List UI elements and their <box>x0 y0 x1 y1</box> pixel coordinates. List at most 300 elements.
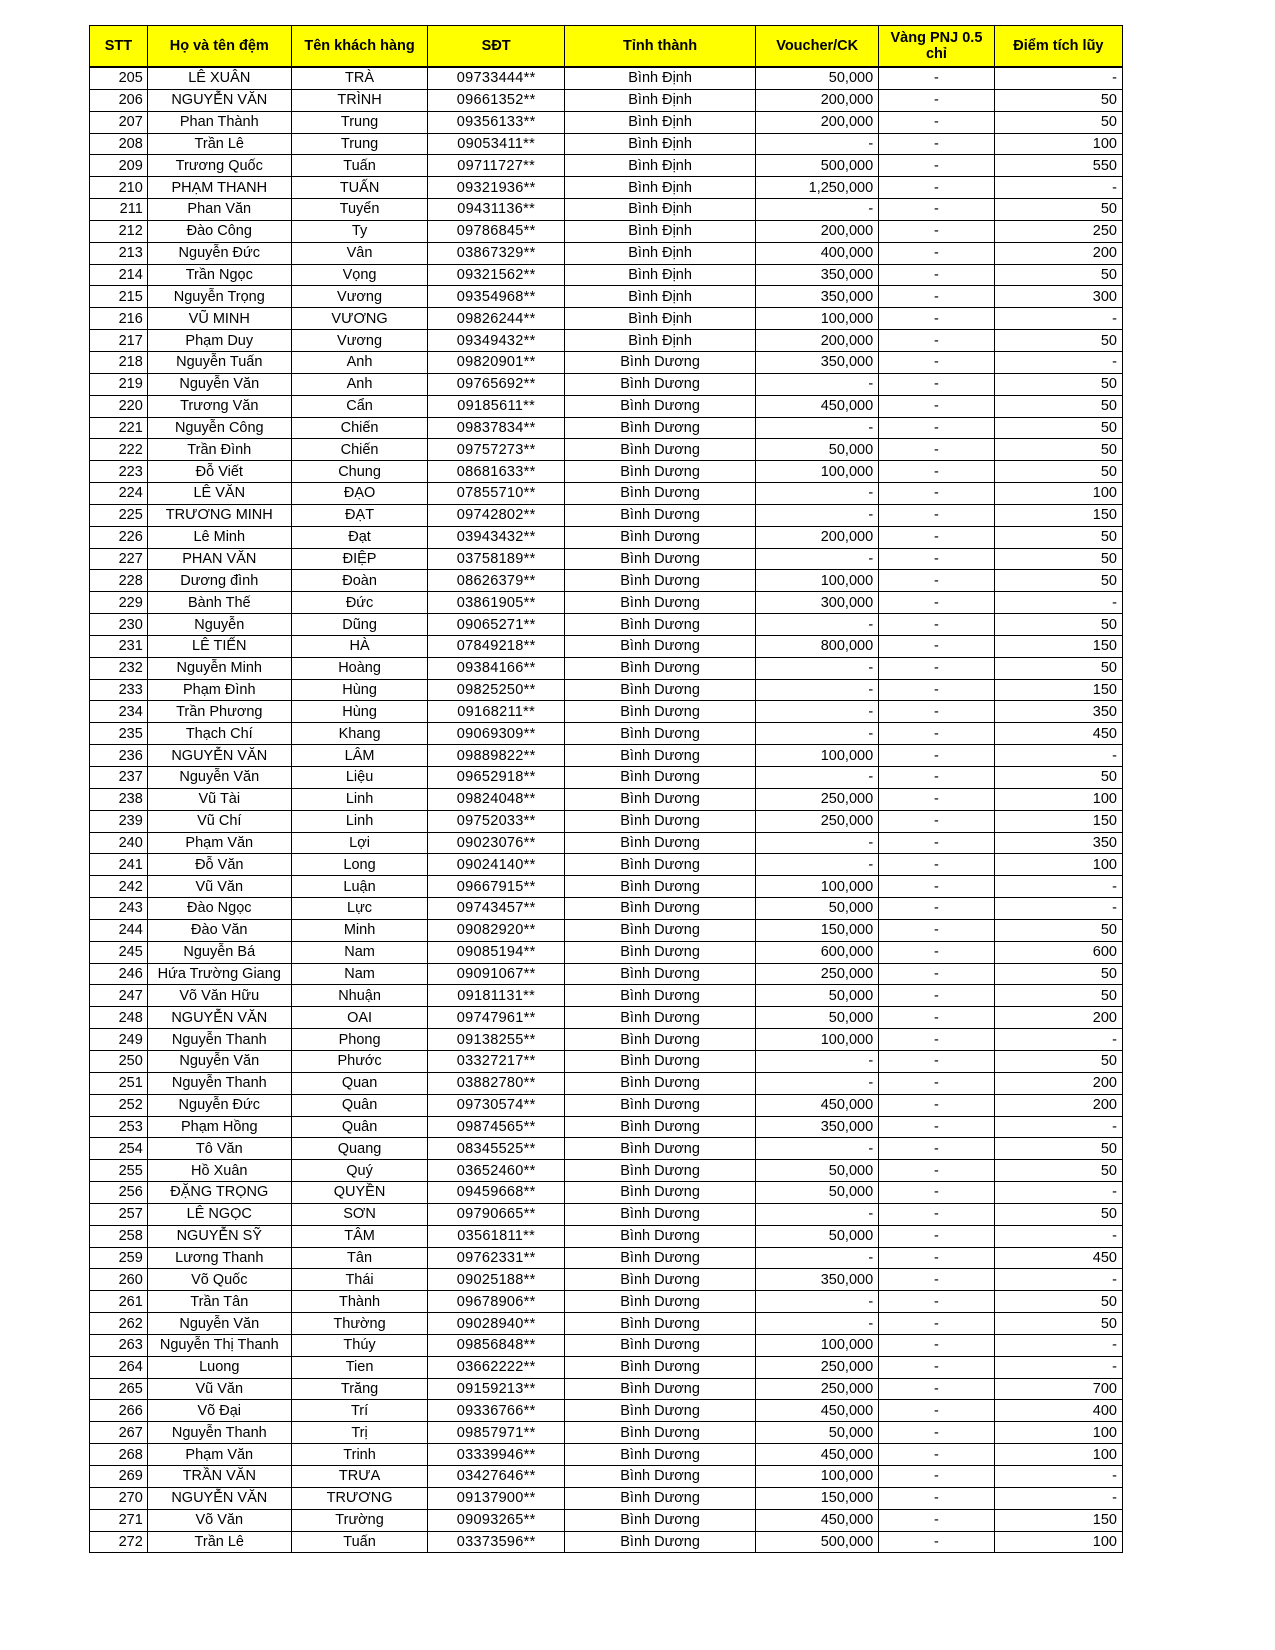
cell-points: 350 <box>994 832 1122 854</box>
cell-gold: - <box>879 111 995 133</box>
cell-middle-name: Nguyễn Thanh <box>147 1029 291 1051</box>
cell-voucher: 450,000 <box>756 1509 879 1531</box>
cell-customer-name: OAI <box>291 1007 428 1029</box>
cell-voucher: 100,000 <box>756 1029 879 1051</box>
cell-province: Bình Dương <box>564 570 755 592</box>
table-row <box>90 417 1123 439</box>
cell-stt: 233 <box>90 679 148 701</box>
cell-stt: 238 <box>90 788 148 810</box>
cell-customer-name: Tuấn <box>291 155 428 177</box>
cell-phone: 09091067** <box>428 963 565 985</box>
cell-gold: - <box>879 177 995 199</box>
cell-voucher: - <box>756 1050 879 1072</box>
cell-gold: - <box>879 133 995 155</box>
cell-gold: - <box>879 548 995 570</box>
cell-points: 700 <box>994 1378 1122 1400</box>
cell-gold: - <box>879 1400 995 1422</box>
cell-province: Bình Dương <box>564 679 755 701</box>
table-row <box>90 1160 1123 1182</box>
cell-stt: 250 <box>90 1050 148 1072</box>
cell-points: 50 <box>994 1291 1122 1313</box>
cell-voucher: - <box>756 199 879 221</box>
cell-customer-name: HÀ <box>291 635 428 657</box>
table-row <box>90 1313 1123 1335</box>
table-row <box>90 679 1123 701</box>
cell-voucher: 50,000 <box>756 1182 879 1204</box>
cell-phone: 09747961** <box>428 1007 565 1029</box>
cell-middle-name: Phan Thành <box>147 111 291 133</box>
table-row <box>90 1531 1123 1553</box>
cell-middle-name: Hứa Trường Giang <box>147 963 291 985</box>
cell-voucher: - <box>756 548 879 570</box>
cell-phone: 07849218** <box>428 635 565 657</box>
cell-phone: 09711727** <box>428 155 565 177</box>
cell-phone: 03373596** <box>428 1531 565 1553</box>
cell-province: Bình Dương <box>564 1029 755 1051</box>
cell-province: Bình Dương <box>564 483 755 505</box>
cell-points: 50 <box>994 548 1122 570</box>
cell-stt: 237 <box>90 767 148 789</box>
cell-points: 50 <box>994 439 1122 461</box>
header-points: Điểm tích lũy <box>994 26 1122 68</box>
cell-customer-name: Đoàn <box>291 570 428 592</box>
cell-points: 100 <box>994 1531 1122 1553</box>
cell-points: 250 <box>994 220 1122 242</box>
cell-stt: 227 <box>90 548 148 570</box>
cell-middle-name: Nguyễn Văn <box>147 1050 291 1072</box>
cell-phone: 03427646** <box>428 1466 565 1488</box>
cell-points: - <box>994 1029 1122 1051</box>
cell-customer-name: ĐẠO <box>291 483 428 505</box>
cell-gold: - <box>879 417 995 439</box>
cell-customer-name: Thành <box>291 1291 428 1313</box>
cell-province: Bình Định <box>564 155 755 177</box>
cell-phone: 09185611** <box>428 395 565 417</box>
cell-province: Bình Dương <box>564 1487 755 1509</box>
cell-phone: 09321562** <box>428 264 565 286</box>
cell-voucher: - <box>756 1313 879 1335</box>
cell-province: Bình Dương <box>564 1313 755 1335</box>
cell-voucher: - <box>756 1138 879 1160</box>
cell-customer-name: Chiến <box>291 417 428 439</box>
cell-customer-name: Anh <box>291 351 428 373</box>
table-row <box>90 1509 1123 1531</box>
cell-points: 450 <box>994 1247 1122 1269</box>
cell-middle-name: ĐẶNG TRỌNG <box>147 1182 291 1204</box>
cell-middle-name: Nguyễn Trọng <box>147 286 291 308</box>
cell-phone: 03652460** <box>428 1160 565 1182</box>
cell-phone: 09168211** <box>428 701 565 723</box>
cell-middle-name: Nguyễn Văn <box>147 1313 291 1335</box>
cell-voucher: 150,000 <box>756 919 879 941</box>
cell-voucher: 500,000 <box>756 1531 879 1553</box>
cell-customer-name: Thường <box>291 1313 428 1335</box>
cell-voucher: - <box>756 133 879 155</box>
table-row <box>90 701 1123 723</box>
cell-gold: - <box>879 614 995 636</box>
cell-customer-name: Trị <box>291 1422 428 1444</box>
cell-points: 450 <box>994 723 1122 745</box>
cell-points: - <box>994 898 1122 920</box>
table-row <box>90 788 1123 810</box>
cell-points: - <box>994 308 1122 330</box>
cell-stt: 212 <box>90 220 148 242</box>
cell-points: - <box>994 1466 1122 1488</box>
cell-middle-name: Bành Thế <box>147 592 291 614</box>
cell-middle-name: LÊ VĂN <box>147 483 291 505</box>
cell-province: Bình Dương <box>564 701 755 723</box>
cell-phone: 09857971** <box>428 1422 565 1444</box>
cell-stt: 254 <box>90 1138 148 1160</box>
cell-gold: - <box>879 1138 995 1160</box>
cell-phone: 09825250** <box>428 679 565 701</box>
cell-customer-name: Linh <box>291 810 428 832</box>
cell-points: - <box>994 67 1122 89</box>
cell-stt: 264 <box>90 1356 148 1378</box>
cell-province: Bình Dương <box>564 1116 755 1138</box>
cell-points: 50 <box>994 330 1122 352</box>
cell-customer-name: SƠN <box>291 1203 428 1225</box>
cell-phone: 09053411** <box>428 133 565 155</box>
cell-gold: - <box>879 1203 995 1225</box>
cell-voucher: 350,000 <box>756 286 879 308</box>
cell-phone: 08626379** <box>428 570 565 592</box>
table-row <box>90 1050 1123 1072</box>
cell-province: Bình Dương <box>564 1400 755 1422</box>
table-row <box>90 1116 1123 1138</box>
cell-province: Bình Định <box>564 199 755 221</box>
cell-province: Bình Dương <box>564 1269 755 1291</box>
cell-gold: - <box>879 723 995 745</box>
cell-phone: 09024140** <box>428 854 565 876</box>
cell-voucher: 100,000 <box>756 461 879 483</box>
cell-gold: - <box>879 1313 995 1335</box>
cell-province: Bình Dương <box>564 1050 755 1072</box>
cell-province: Bình Định <box>564 330 755 352</box>
cell-gold: - <box>879 919 995 941</box>
cell-middle-name: Dương đình <box>147 570 291 592</box>
cell-gold: - <box>879 1160 995 1182</box>
cell-stt: 216 <box>90 308 148 330</box>
table-row <box>90 351 1123 373</box>
cell-province: Bình Dương <box>564 1094 755 1116</box>
cell-middle-name: Luong <box>147 1356 291 1378</box>
cell-province: Bình Dương <box>564 985 755 1007</box>
cell-customer-name: Quân <box>291 1094 428 1116</box>
cell-province: Bình Dương <box>564 1444 755 1466</box>
cell-gold: - <box>879 67 995 89</box>
cell-province: Bình Dương <box>564 854 755 876</box>
cell-middle-name: Nguyễn Thị Thanh <box>147 1334 291 1356</box>
table-row <box>90 832 1123 854</box>
cell-stt: 207 <box>90 111 148 133</box>
table-row <box>90 1072 1123 1094</box>
cell-middle-name: Nguyễn Thanh <box>147 1422 291 1444</box>
cell-middle-name: Trương Văn <box>147 395 291 417</box>
cell-stt: 214 <box>90 264 148 286</box>
cell-points: 50 <box>994 570 1122 592</box>
cell-stt: 239 <box>90 810 148 832</box>
cell-customer-name: Chung <box>291 461 428 483</box>
table-row <box>90 504 1123 526</box>
cell-stt: 222 <box>90 439 148 461</box>
cell-province: Bình Định <box>564 242 755 264</box>
customer-table <box>89 25 1123 1553</box>
cell-points: 150 <box>994 635 1122 657</box>
cell-points: 100 <box>994 854 1122 876</box>
cell-middle-name: Trần Lê <box>147 1531 291 1553</box>
cell-stt: 261 <box>90 1291 148 1313</box>
cell-phone: 09138255** <box>428 1029 565 1051</box>
cell-province: Bình Dương <box>564 1072 755 1094</box>
cell-customer-name: Anh <box>291 373 428 395</box>
cell-phone: 03882780** <box>428 1072 565 1094</box>
cell-phone: 03758189** <box>428 548 565 570</box>
cell-gold: - <box>879 242 995 264</box>
cell-middle-name: Đỗ Viết <box>147 461 291 483</box>
cell-voucher: 250,000 <box>756 788 879 810</box>
cell-gold: - <box>879 351 995 373</box>
cell-middle-name: Trần Phương <box>147 701 291 723</box>
cell-points: 350 <box>994 701 1122 723</box>
cell-middle-name: Đào Công <box>147 220 291 242</box>
cell-middle-name: Vũ Văn <box>147 1378 291 1400</box>
table-row <box>90 133 1123 155</box>
cell-phone: 09765692** <box>428 373 565 395</box>
cell-phone: 09678906** <box>428 1291 565 1313</box>
cell-gold: - <box>879 155 995 177</box>
cell-points: 50 <box>994 1313 1122 1335</box>
cell-phone: 09874565** <box>428 1116 565 1138</box>
cell-gold: - <box>879 876 995 898</box>
cell-gold: - <box>879 657 995 679</box>
cell-province: Bình Dương <box>564 1466 755 1488</box>
cell-voucher: - <box>756 614 879 636</box>
cell-stt: 272 <box>90 1531 148 1553</box>
cell-gold: - <box>879 1334 995 1356</box>
cell-phone: 09889822** <box>428 745 565 767</box>
cell-customer-name: Dũng <box>291 614 428 636</box>
cell-province: Bình Dương <box>564 788 755 810</box>
table-row <box>90 89 1123 111</box>
cell-customer-name: Trung <box>291 133 428 155</box>
cell-voucher: 600,000 <box>756 941 879 963</box>
cell-voucher: 300,000 <box>756 592 879 614</box>
cell-customer-name: Trăng <box>291 1378 428 1400</box>
cell-middle-name: LÊ NGỌC <box>147 1203 291 1225</box>
cell-gold: - <box>879 1466 995 1488</box>
cell-points: - <box>994 876 1122 898</box>
cell-phone: 09762331** <box>428 1247 565 1269</box>
cell-points: 200 <box>994 1007 1122 1029</box>
cell-stt: 210 <box>90 177 148 199</box>
cell-points: 200 <box>994 1094 1122 1116</box>
cell-middle-name: LÊ XUÂN <box>147 67 291 89</box>
table-row <box>90 155 1123 177</box>
cell-province: Bình Dương <box>564 723 755 745</box>
cell-stt: 205 <box>90 67 148 89</box>
cell-customer-name: Nhuận <box>291 985 428 1007</box>
cell-customer-name: LÂM <box>291 745 428 767</box>
cell-stt: 230 <box>90 614 148 636</box>
cell-voucher: 100,000 <box>756 745 879 767</box>
cell-voucher: 500,000 <box>756 155 879 177</box>
cell-province: Bình Dương <box>564 1356 755 1378</box>
cell-phone: 09667915** <box>428 876 565 898</box>
cell-customer-name: TUẤN <box>291 177 428 199</box>
cell-voucher: 100,000 <box>756 1334 879 1356</box>
cell-gold: - <box>879 1225 995 1247</box>
cell-middle-name: Đỗ Văn <box>147 854 291 876</box>
cell-phone: 09752033** <box>428 810 565 832</box>
cell-customer-name: Lực <box>291 898 428 920</box>
cell-stt: 257 <box>90 1203 148 1225</box>
header-gold: Vàng PNJ 0.5 chỉ <box>879 26 995 68</box>
cell-stt: 206 <box>90 89 148 111</box>
cell-customer-name: Hùng <box>291 701 428 723</box>
cell-voucher: 450,000 <box>756 395 879 417</box>
cell-customer-name: Linh <box>291 788 428 810</box>
cell-province: Bình Định <box>564 133 755 155</box>
table-row <box>90 548 1123 570</box>
table-row <box>90 876 1123 898</box>
cell-customer-name: Quý <box>291 1160 428 1182</box>
cell-middle-name: Trần Lê <box>147 133 291 155</box>
cell-customer-name: Cẩn <box>291 395 428 417</box>
cell-stt: 241 <box>90 854 148 876</box>
cell-middle-name: Nguyễn Thanh <box>147 1072 291 1094</box>
cell-points: 100 <box>994 788 1122 810</box>
cell-customer-name: Trường <box>291 1509 428 1531</box>
cell-points: - <box>994 1182 1122 1204</box>
cell-stt: 229 <box>90 592 148 614</box>
cell-middle-name: Nguyễn Minh <box>147 657 291 679</box>
cell-gold: - <box>879 854 995 876</box>
cell-phone: 09652918** <box>428 767 565 789</box>
table-row <box>90 1291 1123 1313</box>
cell-phone: 09025188** <box>428 1269 565 1291</box>
table-row <box>90 963 1123 985</box>
cell-stt: 258 <box>90 1225 148 1247</box>
cell-phone: 09023076** <box>428 832 565 854</box>
cell-gold: - <box>879 1094 995 1116</box>
cell-gold: - <box>879 220 995 242</box>
cell-customer-name: Chiến <box>291 439 428 461</box>
table-row <box>90 898 1123 920</box>
cell-gold: - <box>879 1378 995 1400</box>
cell-points: 50 <box>994 614 1122 636</box>
cell-stt: 236 <box>90 745 148 767</box>
cell-middle-name: NGUYỄN SỸ <box>147 1225 291 1247</box>
cell-stt: 224 <box>90 483 148 505</box>
table-row <box>90 1007 1123 1029</box>
cell-voucher: 800,000 <box>756 635 879 657</box>
cell-customer-name: Phước <box>291 1050 428 1072</box>
cell-customer-name: Nam <box>291 941 428 963</box>
cell-middle-name: Phạm Đình <box>147 679 291 701</box>
cell-stt: 217 <box>90 330 148 352</box>
cell-gold: - <box>879 898 995 920</box>
cell-points: 50 <box>994 373 1122 395</box>
cell-gold: - <box>879 635 995 657</box>
cell-gold: - <box>879 504 995 526</box>
cell-middle-name: Võ Đại <box>147 1400 291 1422</box>
table-row <box>90 1466 1123 1488</box>
cell-gold: - <box>879 373 995 395</box>
cell-gold: - <box>879 1116 995 1138</box>
cell-middle-name: Trần Tân <box>147 1291 291 1313</box>
cell-province: Bình Định <box>564 308 755 330</box>
cell-stt: 262 <box>90 1313 148 1335</box>
cell-points: 50 <box>994 89 1122 111</box>
cell-middle-name: Võ Quốc <box>147 1269 291 1291</box>
table-row <box>90 810 1123 832</box>
cell-customer-name: Quang <box>291 1138 428 1160</box>
cell-phone: 03561811** <box>428 1225 565 1247</box>
header-stt: STT <box>90 26 148 68</box>
cell-gold: - <box>879 745 995 767</box>
cell-voucher: 350,000 <box>756 264 879 286</box>
cell-middle-name: Trần Đình <box>147 439 291 461</box>
cell-stt: 240 <box>90 832 148 854</box>
cell-points: - <box>994 1269 1122 1291</box>
header-province: Tỉnh thành <box>564 26 755 68</box>
cell-voucher: - <box>756 1291 879 1313</box>
cell-middle-name: Lương Thanh <box>147 1247 291 1269</box>
cell-gold: - <box>879 1531 995 1553</box>
cell-gold: - <box>879 89 995 111</box>
table-row <box>90 308 1123 330</box>
cell-stt: 232 <box>90 657 148 679</box>
cell-province: Bình Định <box>564 286 755 308</box>
cell-phone: 09028940** <box>428 1313 565 1335</box>
cell-voucher: 450,000 <box>756 1444 879 1466</box>
table-row <box>90 985 1123 1007</box>
cell-stt: 268 <box>90 1444 148 1466</box>
cell-customer-name: TRƯA <box>291 1466 428 1488</box>
cell-customer-name: Hùng <box>291 679 428 701</box>
header-phone: SĐT <box>428 26 565 68</box>
cell-customer-name: Tuấn <box>291 1531 428 1553</box>
cell-points: 50 <box>994 985 1122 1007</box>
cell-stt: 271 <box>90 1509 148 1531</box>
cell-stt: 221 <box>90 417 148 439</box>
cell-province: Bình Dương <box>564 548 755 570</box>
header-middle-name: Họ và tên đệm <box>147 26 291 68</box>
cell-voucher: - <box>756 373 879 395</box>
cell-voucher: 100,000 <box>756 308 879 330</box>
cell-gold: - <box>879 1422 995 1444</box>
cell-province: Bình Dương <box>564 963 755 985</box>
cell-voucher: 100,000 <box>756 570 879 592</box>
cell-middle-name: NGUYỄN VĂN <box>147 89 291 111</box>
table-row <box>90 1400 1123 1422</box>
cell-voucher: 50,000 <box>756 985 879 1007</box>
cell-customer-name: Thúy <box>291 1334 428 1356</box>
cell-customer-name: Khang <box>291 723 428 745</box>
table-row <box>90 373 1123 395</box>
cell-voucher: 250,000 <box>756 1356 879 1378</box>
cell-gold: - <box>879 1007 995 1029</box>
cell-phone: 03861905** <box>428 592 565 614</box>
cell-phone: 09137900** <box>428 1487 565 1509</box>
cell-stt: 243 <box>90 898 148 920</box>
table-row <box>90 657 1123 679</box>
cell-province: Bình Dương <box>564 439 755 461</box>
cell-customer-name: ĐẠT <box>291 504 428 526</box>
cell-gold: - <box>879 1247 995 1269</box>
cell-phone: 03867329** <box>428 242 565 264</box>
